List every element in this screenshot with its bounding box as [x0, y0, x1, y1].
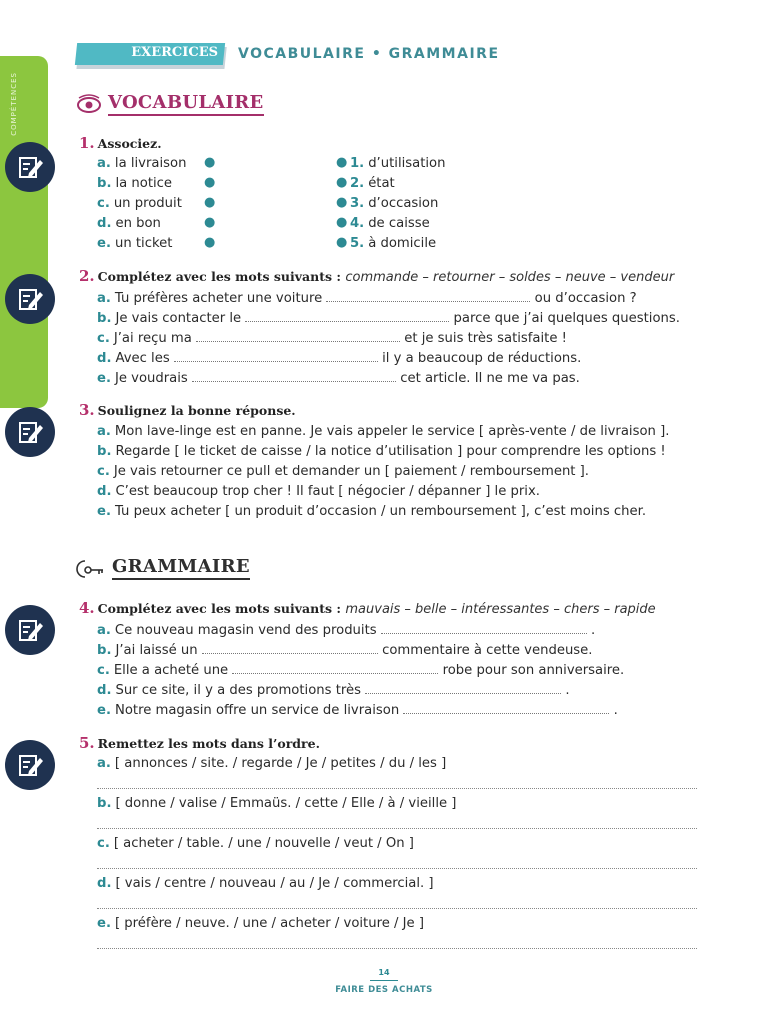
item-key: c.: [97, 836, 110, 851]
item-key: a.: [97, 756, 111, 771]
item-text: d’occasion: [368, 196, 439, 211]
item-key: d.: [97, 351, 112, 366]
ex5-title-text: Remettez les mots dans l’ordre.: [97, 736, 320, 751]
item-text: la notice: [115, 176, 173, 191]
item-key: d.: [97, 683, 112, 698]
edit-icon: [5, 605, 55, 655]
ex1-right-item: [350, 236, 436, 251]
page-number: 14: [378, 968, 390, 977]
match-dot[interactable]: ●: [336, 235, 348, 250]
item-text: et je suis très satisfaite !: [404, 331, 567, 346]
item-text: Mon lave-linge est en panne. Je vais appeler le service [ après-vente / de livraison ].: [114, 424, 670, 439]
item-text: la livraison: [114, 156, 187, 171]
item-key: 2.: [350, 176, 365, 191]
blank-field[interactable]: [196, 330, 400, 342]
item-key: b.: [97, 796, 112, 811]
ex2-item: [97, 310, 680, 326]
ex4-title-text: Complétez avec les mots suivants :: [97, 601, 342, 616]
item-text: Regarde [ le ticket de caisse / la notice d’utilisation ] pour comprendre les options !: [115, 444, 666, 459]
ex1-right-item: [350, 196, 438, 211]
footer-title: FAIRE DES ACHATS: [335, 985, 433, 995]
ex5-item: [97, 916, 424, 931]
match-dot[interactable]: ●: [336, 195, 348, 210]
ex3-title-text: Soulignez la bonne réponse.: [97, 403, 296, 418]
ex1-right-item: [350, 156, 445, 171]
item-text: de caisse: [368, 216, 430, 231]
match-dot[interactable]: ●: [204, 235, 216, 250]
ex1-left-item: [97, 156, 186, 171]
item-text: Tu préfères acheter une voiture: [114, 291, 323, 306]
side-tab-label: COMPÉTENCES: [10, 72, 18, 136]
edit-icon: [5, 142, 55, 192]
item-text: [ donne / valise / Emmaüs. / cette / Elle / à / vieille ]: [115, 796, 457, 811]
item-text: ou d’occasion ?: [534, 291, 637, 306]
ex2-word-bank: commande – retourner – soldes – neuve – vendeur: [345, 270, 675, 285]
item-text: Je vais retourner ce pull et demander un [ paiement / remboursement ].: [113, 464, 590, 479]
ex3-item[interactable]: [97, 464, 589, 479]
section-grammaire-label: GRAMMAIRE: [112, 556, 250, 580]
blank-field[interactable]: [232, 662, 438, 674]
ex1-title: [79, 134, 162, 152]
item-key: d.: [97, 876, 112, 891]
item-key: c.: [97, 464, 110, 479]
edit-icon: [5, 740, 55, 790]
item-text: un ticket: [114, 236, 173, 251]
item-key: b.: [97, 311, 112, 326]
item-key: e.: [97, 504, 111, 519]
item-key: c.: [97, 196, 110, 211]
item-text: en bon: [115, 216, 161, 231]
ex5-item: [97, 796, 456, 811]
ex2-item: [97, 330, 567, 346]
footer-divider: [370, 980, 398, 981]
ex2-item: [97, 290, 637, 306]
item-key: 4.: [350, 216, 365, 231]
blank-field[interactable]: [192, 370, 396, 382]
answer-line[interactable]: [97, 868, 697, 869]
item-text: J’ai reçu ma: [113, 331, 192, 346]
ex3-title: [79, 401, 296, 419]
header-exercices: EXERCICES: [131, 45, 218, 60]
answer-line[interactable]: [97, 908, 697, 909]
ex3-number: 3.: [79, 401, 95, 419]
item-key: c.: [97, 663, 110, 678]
item-text: C’est beaucoup trop cher ! Il faut [ négocier / dépanner ] le prix.: [115, 484, 540, 499]
ex5-number: 5.: [79, 734, 95, 752]
ex1-left-item: [97, 236, 172, 251]
item-text: [ acheter / table. / une / nouvelle / veut / On ]: [113, 836, 414, 851]
key-icon: [76, 558, 106, 580]
item-text: état: [368, 176, 395, 191]
ex5-title: [79, 734, 320, 752]
ex2-title-text: Complétez avec les mots suivants :: [97, 269, 342, 284]
ex3-item[interactable]: [97, 444, 666, 459]
item-text: Je voudrais: [114, 371, 188, 386]
ex4-item: [97, 682, 570, 698]
item-key: a.: [97, 623, 111, 638]
ex2-item: [97, 370, 580, 386]
ex4-item: [97, 642, 592, 658]
ex2-number: 2.: [79, 267, 95, 285]
ex1-left-item: [97, 196, 182, 211]
blank-field[interactable]: [202, 642, 378, 654]
item-key: e.: [97, 371, 111, 386]
blank-field[interactable]: [326, 290, 530, 302]
section-vocabulaire: [76, 92, 264, 116]
item-text: il y a beaucoup de réductions.: [382, 351, 582, 366]
blank-field[interactable]: [381, 622, 587, 634]
ex1-right-item: [350, 176, 395, 191]
ex3-item[interactable]: [97, 484, 540, 499]
blank-field[interactable]: [245, 310, 449, 322]
match-dot[interactable]: ●: [204, 155, 216, 170]
edit-icon: [5, 274, 55, 324]
match-dot[interactable]: ●: [336, 155, 348, 170]
ex5-item: [97, 876, 434, 891]
ex4-item: [97, 662, 624, 678]
blank-field[interactable]: [365, 682, 561, 694]
ex1-left-item: [97, 176, 172, 191]
answer-line[interactable]: [97, 948, 697, 949]
item-key: b.: [97, 444, 112, 459]
ex4-item: [97, 702, 618, 718]
ex4-item: [97, 622, 595, 638]
item-key: b.: [97, 176, 112, 191]
blank-field[interactable]: [403, 702, 609, 714]
item-key: 3.: [350, 196, 365, 211]
match-dot[interactable]: ●: [336, 175, 348, 190]
match-dot[interactable]: ●: [204, 195, 216, 210]
item-text: un produit: [113, 196, 182, 211]
item-key: d.: [97, 216, 112, 231]
item-key: 5.: [350, 236, 365, 251]
item-text: J’ai laissé un: [115, 643, 198, 658]
item-text: Avec les: [115, 351, 170, 366]
edit-icon: [5, 407, 55, 457]
ex4-word-bank: mauvais – belle – intéressantes – chers – rapide: [345, 602, 656, 617]
item-text: .: [613, 703, 618, 718]
page-header: [76, 43, 500, 69]
match-dot[interactable]: ●: [204, 175, 216, 190]
item-text: Sur ce site, il y a des promotions très: [115, 683, 361, 698]
item-text: .: [591, 623, 596, 638]
ex1-number: 1.: [79, 134, 95, 152]
section-vocabulaire-label: VOCABULAIRE: [108, 92, 264, 116]
item-text: cet article. Il ne me va pas.: [400, 371, 580, 386]
item-key: b.: [97, 643, 112, 658]
ex4-title: [79, 599, 656, 617]
ex3-item[interactable]: [97, 504, 646, 519]
ex5-item: [97, 756, 446, 771]
answer-line[interactable]: [97, 788, 697, 789]
match-dot[interactable]: ●: [336, 215, 348, 230]
item-text: robe pour son anniversaire.: [442, 663, 625, 678]
item-text: parce que j’ai quelques questions.: [453, 311, 680, 326]
item-text: à domicile: [368, 236, 437, 251]
ex2-title: [79, 267, 674, 285]
ex4-number: 4.: [79, 599, 95, 617]
item-text: [ annonces / site. / regarde / Je / petites / du / les ]: [114, 756, 447, 771]
ex1-right-item: [350, 216, 430, 231]
item-text: d’utilisation: [368, 156, 446, 171]
blank-field[interactable]: [174, 350, 378, 362]
item-key: e.: [97, 703, 111, 718]
side-tab: [0, 56, 48, 408]
ex2-item: [97, 350, 581, 366]
ex1-left-item: [97, 216, 161, 231]
item-key: a.: [97, 291, 111, 306]
section-grammaire: [76, 556, 250, 580]
item-text: commentaire à cette vendeuse.: [382, 643, 593, 658]
item-text: Ce nouveau magasin vend des produits: [114, 623, 377, 638]
item-key: e.: [97, 916, 111, 931]
ex1-title-text: Associez.: [97, 136, 162, 151]
item-text: Notre magasin offre un service de livraison: [114, 703, 400, 718]
item-text: [ préfère / neuve. / une / acheter / voiture / Je ]: [114, 916, 424, 931]
item-text: Tu peux acheter [ un produit d’occasion / un remboursement ], c’est moins cher.: [114, 504, 647, 519]
item-text: Je vais contacter le: [115, 311, 242, 326]
item-key: a.: [97, 156, 111, 171]
item-key: e.: [97, 236, 111, 251]
item-key: c.: [97, 331, 110, 346]
item-text: Elle a acheté une: [113, 663, 229, 678]
item-text: .: [565, 683, 570, 698]
answer-line[interactable]: [97, 828, 697, 829]
item-text: [ vais / centre / nouveau / au / Je / commercial. ]: [115, 876, 434, 891]
item-key: d.: [97, 484, 112, 499]
header-subtitle: VOCABULAIRE • GRAMMAIRE: [238, 46, 500, 62]
ex3-item[interactable]: [97, 424, 669, 439]
ex5-item: [97, 836, 414, 851]
match-dot[interactable]: ●: [204, 215, 216, 230]
eye-icon: [76, 94, 102, 116]
item-key: 1.: [350, 156, 365, 171]
item-key: a.: [97, 424, 111, 439]
